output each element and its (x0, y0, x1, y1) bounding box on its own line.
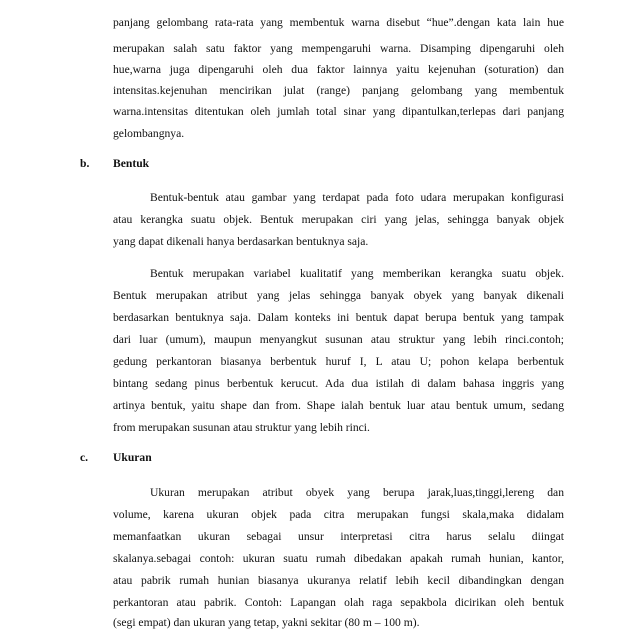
paragraph-line: perkantoran atau pabrik. Contoh: Lapangan olah raga sepakbola dicirikan oleh bentuk (113, 596, 564, 609)
paragraph-line: artinya bentuk, yaitu shape dan from. Shape ialah bentuk luar atau bentuk umum, sedang (113, 399, 564, 412)
intro-line: warna.intensitas ditentukan oleh jumlah total sinar yang dipantulkan,terlepas dari panjang (113, 105, 564, 118)
paragraph-line: from merupakan susunan atau struktur yang lebih rinci. (113, 421, 370, 434)
intro-line: panjang gelombang rata-rata yang membentuk warna disebut “hue”.dengan kata lain hue (113, 16, 564, 29)
intro-line: merupakan salah satu faktor yang mempengaruhi warna. Disamping dipengaruhi oleh (113, 42, 564, 55)
paragraph-line: Ukuran merupakan atribut obyek yang berupa jarak,luas,tinggi,lereng dan (150, 486, 564, 499)
paragraph-line: (segi empat) dan ukuran yang tetap, yakni sekitar (80 m – 100 m). (113, 616, 420, 629)
paragraph-line: yang dapat dikenali hanya berdasarkan bentuknya saja. (113, 235, 369, 248)
paragraph-line: berdasarkan bentuknya saja. Dalam konteks ini bentuk dapat berupa bentuk yang tampak (113, 311, 564, 324)
section-heading-c (80, 451, 152, 465)
paragraph-line: Bentuk merupakan variabel kualitatif yang memberikan kerangka suatu objek. (150, 267, 564, 280)
section-marker: b. (80, 157, 90, 170)
paragraph-line: atau kerangka suatu objek. Bentuk merupakan ciri yang jelas, sehingga banyak objek (113, 213, 564, 226)
section-title: Ukuran (113, 451, 152, 464)
paragraph-line: skalanya.sebagai contoh: ukuran suatu rumah dibedakan apakah rumah hunian, kantor, (113, 552, 564, 565)
section-marker: c. (80, 451, 89, 464)
intro-line: intensitas.kejenuhan mencirikan julat (range) panjang gelombang yang membentuk (113, 84, 564, 97)
intro-line: hue,warna juga dipengaruhi oleh dua faktor lainnya yaitu kejenuhan (soturation) dan (113, 63, 564, 76)
paragraph-line: Bentuk merupakan atribut yang jelas sehingga banyak obyek yang banyak dikenali (113, 289, 564, 302)
paragraph-line: Bentuk-bentuk atau gambar yang terdapat pada foto udara merupakan konfigurasi (150, 191, 564, 204)
paragraph-line: dari luar (umum), maupun menyangkut susunan atau struktur yang lebih rinci.contoh; (113, 333, 564, 346)
paragraph-line: atau pabrik rumah hunian biasanya ukuranya relatif lebih kecil dibandingkan dengan (113, 574, 564, 587)
paragraph-line: bintang sedang pinus berbentuk kerucut. Ada dua istilah di dalam bahasa inggris yang (113, 377, 564, 390)
intro-line: gelombangnya. (113, 127, 185, 140)
paragraph-line: memanfaatkan ukuran sebagai unsur interpretasi citra harus selalu diingat (113, 530, 564, 543)
paragraph-line: gedung perkantoran biasanya berbentuk huruf I, L atau U; pohon kelapa berbentuk (113, 355, 564, 368)
section-heading-b (80, 157, 149, 171)
section-title: Bentuk (113, 157, 150, 170)
paragraph-line: volume, karena ukuran objek pada citra merupakan fungsi skala,maka didalam (113, 508, 564, 521)
